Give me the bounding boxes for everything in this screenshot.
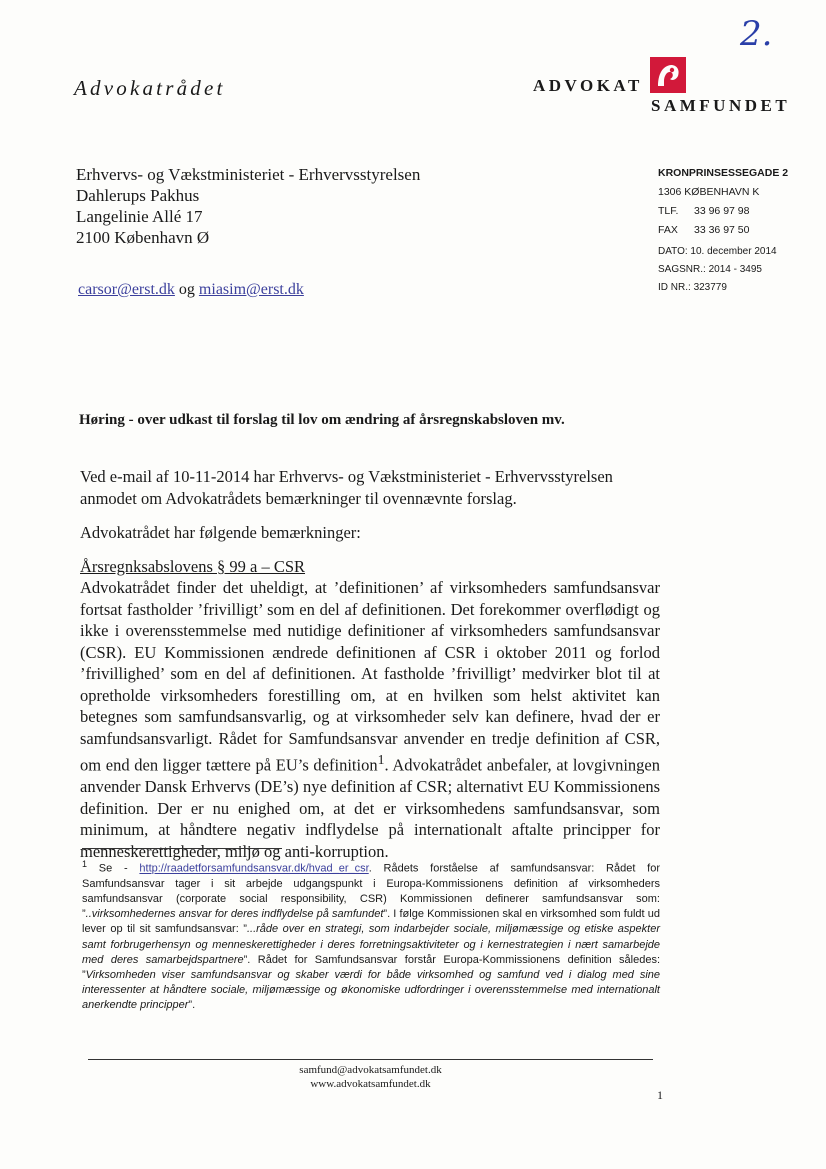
body-text-part2: . Advokatrådet anbefaler, at lovgivningen anvender Dansk Erhvervs (DE’s) nye definition af CSR; alternativt EU Kommissionens definition. Der er nu enighed om, at det er virksomhedens samfundsansvar, som minimum, at håndtere negativ indflydelse på internationalt aftalte principper for menneskerettigheder, miljø og anti-korruption. <box>80 755 660 861</box>
recipient-line: Dahlerups Pakhus <box>76 186 200 205</box>
footer-divider <box>88 1059 653 1060</box>
handwritten-page-mark: 2. <box>740 14 773 54</box>
advokatsamfundet-logo-icon <box>650 57 686 93</box>
footnote-quote: Virksomheden viser samfundsansvar og skaber værdi for både virksomhed og samfund ved i dialog med sine interessenter at håndtere sociale, miljømæssige og økonomiske udfordringer i overensstemmelse med internationalt anerkendte principper <box>82 969 660 1012</box>
recipient-line: 2100 København Ø <box>76 228 210 247</box>
sender-city: 1306 KØBENHAVN K <box>658 186 760 198</box>
fax-label: FAX <box>658 224 678 236</box>
footnote-number: 1 <box>82 859 88 869</box>
email-link-carsor[interactable]: carsor@erst.dk <box>78 281 175 298</box>
sender-street: KRONPRINSESSEGADE 2 <box>658 167 789 179</box>
section-heading: Årsregnksabslovens § 99 a – CSR <box>80 557 306 576</box>
footer-contact <box>88 1063 653 1091</box>
footer-web[interactable]: www.advokatsamfundet.dk <box>310 1078 431 1090</box>
email-link-miasim[interactable]: miasim@erst.dk <box>198 281 304 298</box>
letter-subject: Høring - over udkast til forslag til lov om ændring af årsregnskabsloven mv. <box>79 412 565 428</box>
footnote-link[interactable]: http://raadetforsamfundsansvar.dk/hvad_er_csr <box>139 862 369 875</box>
email-join: og <box>174 281 199 298</box>
sagsnr-label: SAGSNR.: <box>658 264 706 275</box>
recipient-line: Erhvervs- og Vækstministeriet - Erhvervsstyrelsen <box>76 165 421 184</box>
footnote <box>82 857 660 1014</box>
footnote-divider <box>82 848 282 849</box>
section-body <box>80 577 660 862</box>
sender-contact <box>658 164 788 240</box>
advokatsamfundet-brand-top: ADVOKAT <box>533 76 643 95</box>
document-meta <box>658 243 777 297</box>
recipient-line: Langelinie Allé 17 <box>76 207 203 226</box>
fax-value: 33 36 97 50 <box>694 224 750 236</box>
footnote-text: ”. <box>188 999 196 1012</box>
footnote-text: ”. I følge Kommissionen skal en virksomhed som fuldt ud lever op til sit samfundsansvar: ” <box>82 908 660 936</box>
footnote-reference[interactable]: 1 <box>377 752 385 767</box>
footnote-quote: ...råde over en strategi, som indarbejder sociale, miljømæssige og etiske aspekter samt forbrugerhensyn og menneskerettigheder i deres forretningsaktiviteter og i kernestrategien i nært samarbejde med deres samarbejdspartnere <box>82 923 661 966</box>
idnr-label: ID NR.: <box>658 282 691 293</box>
remarks-intro: Advokatrådet har følgende bemærkninger: <box>80 523 361 542</box>
tlf-label: TLF. <box>658 205 679 217</box>
dato-value: 10. december 2014 <box>690 246 777 257</box>
footer-email[interactable]: samfund@advokatsamfundet.dk <box>299 1064 442 1076</box>
footnote-quote: ..virksomhedernes ansvar for deres indflydelse på samfundet <box>85 908 384 921</box>
dato-label: DATO: <box>658 246 688 257</box>
body-text-part1: Advokatrådet finder det uheldigt, at ’definitionen’ af virksomheders samfundsansvar fortsat fastholder ’frivilligt’ som en del af definitionen. Det forekommer overflødigt og ikke i overensstemmelse med nutidige definitioner af virksomheders samfundsansvar (CSR). EU Kommissionen ændrede definitionen af CSR i oktober 2011 og forlod ’frivillighed’ som en del af definitionen. At fastholde ’frivilligt’ medvirker blot til at opretholde virksomheders forestilling om, at en hvilken som helst aktivitet kan betegnes som samfundsansvarlig, og at virksomheder selv kan definere, hvad der er samfundsansvarligt. Rådet for Samfundsansvar anvender en tredje definition af CSR, om end den ligger tættere på EU’s definition <box>80 578 660 775</box>
footnote-prefix: Se - <box>87 862 140 875</box>
idnr-value: 323779 <box>693 282 727 293</box>
footnote-text: . Rådets forståelse af samfundsansvar: Rådet for Samfundsansvar tager i sit arbejde udgangspunkt i Europa-Kommissionens definition af virksomheders samfundsansvar (corporate social responsibility, CSR) Kommissionen definerer samfundsansvar som: ” <box>82 862 660 921</box>
sagsnr-value: 2014 - 3495 <box>708 264 762 275</box>
footnote-text: ”. Rådet for Samfundsansvar forstår Europa-Kommissionens definition således: ” <box>82 953 661 982</box>
intro-paragraph: Ved e-mail af 10-11-2014 har Erhvervs- og Vækstministeriet - Erhvervsstyrelsen anmodet om Advokatrådets bemærkninger til ovennævnte forslag. <box>80 467 613 508</box>
page-number: 1 <box>657 1088 663 1102</box>
tlf-value: 33 96 97 98 <box>694 205 750 217</box>
advokatsamfundet-brand-bottom: SAMFUNDET <box>651 96 791 115</box>
advokatraadet-brand: Advokatrådet <box>74 76 226 100</box>
recipient-address <box>76 164 420 248</box>
recipient-emails <box>78 281 304 299</box>
